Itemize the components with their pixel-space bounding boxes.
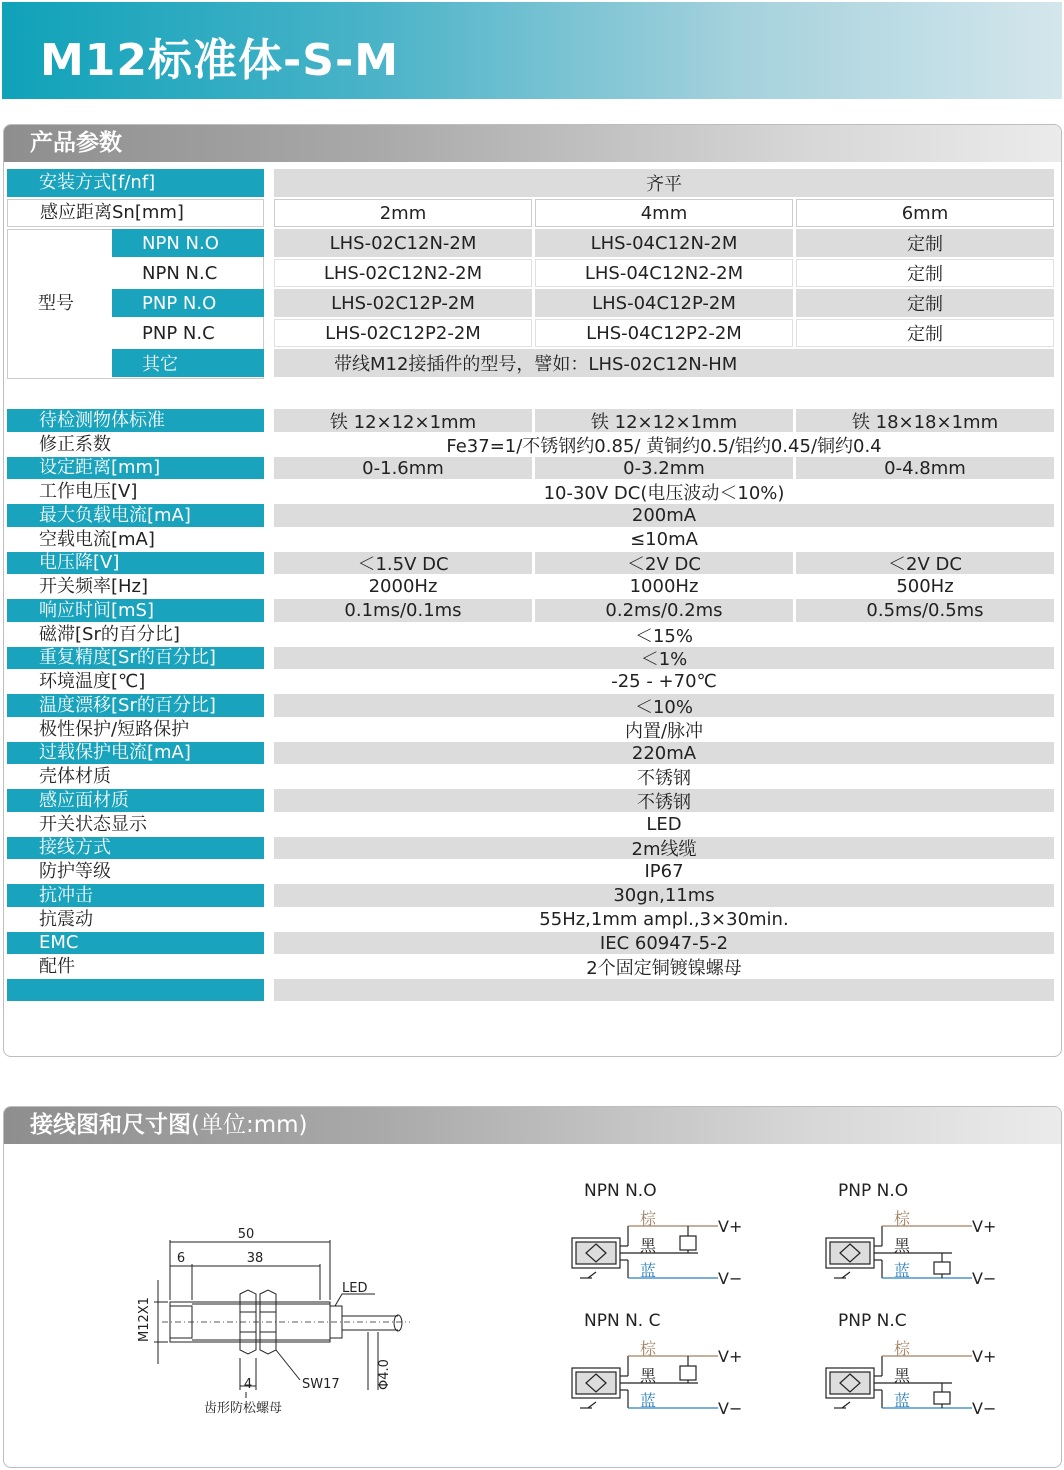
wiring-header-title: 接线图和尺寸图 (30, 1112, 191, 1138)
diagram-title: NPN N. C (584, 1311, 661, 1331)
spec-label: 响应时间[mS] (7, 599, 264, 622)
spec-value: IEC 60947-5-2 (274, 932, 1054, 954)
spec-label: 防护等级 (39, 860, 111, 882)
mount-value: 齐平 (274, 169, 1054, 197)
spec-label: 开关频率[Hz] (39, 575, 149, 597)
spec-value: 0-1.6mm (274, 457, 532, 479)
vminus-label: V− (718, 1269, 743, 1288)
model-value: 定制 (796, 289, 1054, 317)
blue-label: 蓝 (640, 1391, 657, 1410)
vplus-label: V+ (972, 1217, 997, 1236)
blue-label: 蓝 (894, 1261, 911, 1280)
spec-value: Fe37=1/不锈钢约0.85/ 黄铜约0.5/铝约0.45/铜约0.4 (446, 435, 882, 457)
spec-label: 最大负载电流[mA] (7, 504, 264, 527)
spec-label: 待检测物体标准 (7, 409, 264, 432)
spec-value: 500Hz (896, 576, 954, 597)
spec-label: 设定距离[mm] (7, 457, 264, 479)
model-value: 定制 (796, 319, 1054, 347)
thread-label: M12X1 (137, 1297, 152, 1342)
params-header: 产品参数 (4, 125, 1061, 162)
sense-value: 4mm (535, 199, 793, 227)
dim-50: 50 (237, 1227, 255, 1242)
spec-value: ≤10mA (630, 529, 698, 550)
wiring-diagram (822, 1176, 1022, 1296)
spec-value: 不锈钢 (637, 767, 691, 789)
dimension-drawing (130, 1220, 420, 1420)
params-panel (3, 124, 1062, 1057)
spec-label: 过载保护电流[mA] (7, 742, 264, 764)
load-resistor (680, 1236, 696, 1250)
title-banner (2, 2, 1062, 99)
spec-value: 0-4.8mm (796, 457, 1054, 479)
spec-label: 温度漂移[Sr的百分比] (7, 694, 264, 717)
model-value: LHS-04C12P2-2M (535, 319, 793, 347)
cable-end (394, 1315, 402, 1331)
black-label: 黑 (894, 1236, 911, 1255)
model-value: 定制 (796, 229, 1054, 257)
vminus-label: V− (718, 1399, 743, 1418)
spec-value: 铁 12×12×1mm (274, 409, 532, 432)
sense-value: 2mm (274, 199, 532, 227)
vplus-label: V+ (718, 1217, 743, 1236)
spec-value: ＜2V DC (796, 552, 1054, 574)
spec-value: ＜1.5V DC (274, 552, 532, 574)
model-type: PNP N.O (112, 289, 264, 317)
blue-label: 蓝 (640, 1261, 657, 1280)
wiring-header (4, 1107, 1061, 1144)
spec-value: 2m线缆 (274, 837, 1054, 859)
spec-value: 2000Hz (368, 576, 438, 597)
load-resistor (934, 1392, 950, 1404)
brown-label: 棕 (894, 1209, 911, 1228)
dim-38: 38 (246, 1251, 264, 1266)
spec-label: 抗冲击 (7, 884, 264, 907)
spec-value: 内置/脉冲 (624, 720, 704, 742)
spec-label: 磁滞[Sr的百分比] (39, 623, 180, 645)
load-resistor (680, 1366, 696, 1380)
spec-label: 电压降[V] (7, 552, 264, 574)
spec-label: 配件 (39, 955, 75, 977)
wiring-diagram (568, 1306, 768, 1426)
vplus-label: V+ (718, 1347, 743, 1366)
spec-value: ＜10% (274, 694, 1054, 717)
spec-value: 铁 12×12×1mm (535, 409, 793, 432)
diagram-title: PNP N.C (838, 1311, 907, 1331)
spec-value: 0.5ms/0.5ms (796, 599, 1054, 622)
vminus-label: V− (972, 1269, 997, 1288)
spec-value: 10-30V DC(电压波动＜10%) (543, 482, 785, 504)
spec-value: ＜2V DC (535, 552, 793, 574)
load-resistor (934, 1262, 950, 1274)
spec-value: 铁 18×18×1mm (796, 409, 1054, 432)
brown-label: 棕 (894, 1339, 911, 1358)
mount-label: 安装方式[f/nf] (7, 169, 264, 197)
wiring-diagram (822, 1306, 1022, 1426)
spec-label: 壳体材质 (39, 765, 111, 787)
spec-label: 空载电流[mA] (39, 528, 155, 550)
black-label: 黑 (894, 1366, 911, 1385)
sw-label: SW17 (302, 1377, 340, 1392)
spec-value: 200mA (274, 504, 1054, 527)
diagram-title: PNP N.O (838, 1181, 909, 1201)
spec-label: 环境温度[℃] (39, 670, 146, 692)
spec-label: 接线方式 (7, 837, 264, 859)
vplus-label: V+ (972, 1347, 997, 1366)
sensor-symbol (830, 1372, 870, 1394)
model-value: LHS-02C12N2-2M (274, 259, 532, 287)
spec-value: 0-3.2mm (535, 457, 793, 479)
model-label: 型号 (38, 293, 74, 314)
model-value: LHS-04C12P-2M (535, 289, 793, 317)
wiring-header-unit: (单位:mm) (191, 1112, 308, 1138)
black-label: 黑 (640, 1366, 657, 1385)
vminus-label: V− (972, 1399, 997, 1418)
spec-end-bar (7, 979, 264, 1001)
model-value: LHS-02C12N-2M (274, 229, 532, 257)
spec-value: 1000Hz (629, 576, 699, 597)
other-value: 带线M12接插件的型号，譬如：LHS-02C12N-HM (274, 349, 1054, 377)
spec-end-bar-gray (274, 979, 1054, 1001)
spec-value: 0.2ms/0.2ms (535, 599, 793, 622)
spec-label: EMC (7, 932, 264, 954)
spec-label: 开关状态显示 (39, 813, 147, 835)
model-type: PNP N.C (142, 322, 215, 344)
spec-value: 220mA (274, 742, 1054, 764)
dim-4: 4 (243, 1377, 253, 1392)
spec-label: 工作电压[V] (39, 480, 138, 502)
brown-label: 棕 (640, 1209, 657, 1228)
model-value: LHS-02C12P-2M (274, 289, 532, 317)
black-label: 黑 (640, 1236, 657, 1255)
model-type: NPN N.O (112, 229, 264, 257)
spec-value: 不锈钢 (274, 789, 1054, 812)
brown-label: 棕 (640, 1339, 657, 1358)
spec-label: 极性保护/短路保护 (39, 718, 190, 740)
sensor-symbol (576, 1242, 616, 1264)
model-type: NPN N.C (142, 262, 218, 284)
sense-value: 6mm (796, 199, 1054, 227)
page-title: M12标准体-S-M (40, 35, 400, 86)
spec-value: LED (646, 814, 682, 835)
sense-label: 感应距离Sn[mm] (7, 199, 264, 227)
led-label: LED (342, 1281, 368, 1296)
nut-caption: 齿形防松螺母 (204, 1401, 283, 1416)
phi-label: Φ4.0 (377, 1359, 392, 1390)
spec-label: 修正系数 (39, 433, 111, 455)
model-value: LHS-02C12P2-2M (274, 319, 532, 347)
spec-value: ＜1% (274, 647, 1054, 669)
spec-value: 30gn,11ms (274, 884, 1054, 907)
model-value: LHS-04C12N2-2M (535, 259, 793, 287)
sensor-symbol (576, 1372, 616, 1394)
wiring-diagram (568, 1176, 768, 1296)
spec-value: IP67 (644, 861, 684, 882)
spec-value: 2个固定铜镀镍螺母 (586, 957, 742, 979)
spec-label: 抗震动 (39, 908, 93, 930)
dim-6: 6 (176, 1251, 186, 1266)
spec-value: ＜15% (634, 625, 693, 647)
other-label: 其它 (112, 349, 264, 377)
spec-label: 重复精度[Sr的百分比] (7, 647, 264, 669)
spec-value: 55Hz,1mm ampl.,3×30min. (539, 909, 789, 930)
spec-value: 0.1ms/0.1ms (274, 599, 532, 622)
spec-label: 感应面材质 (7, 789, 264, 812)
blue-label: 蓝 (894, 1391, 911, 1410)
diagram-title: NPN N.O (584, 1181, 657, 1201)
sensor-symbol (830, 1242, 870, 1264)
spec-value: -25 - +70℃ (611, 671, 717, 692)
model-value: LHS-04C12N-2M (535, 229, 793, 257)
model-value: 定制 (796, 259, 1054, 287)
